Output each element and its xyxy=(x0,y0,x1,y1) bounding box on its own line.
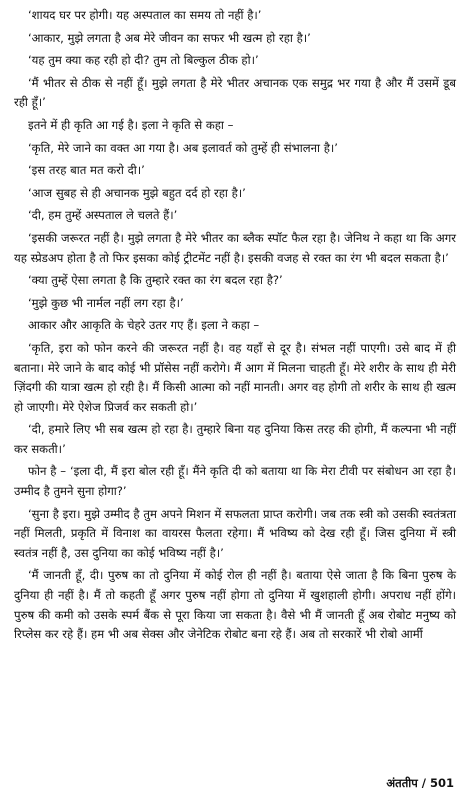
paragraph: इतने में ही कृति आ गई है। इला ने कृति से कहा – xyxy=(28,117,234,132)
page-text-body xyxy=(14,6,456,645)
paragraph: ‘क्या तुम्हें ऐसा लगता है कि तुम्हारे रक्त का रंग बदल रहा है?’ xyxy=(28,273,283,288)
paragraph: ‘आज सुबह से ही अचानक मुझे बहुत दर्द हो रहा है।’ xyxy=(28,185,246,200)
paragraph: ‘दी, हमारे लिए भी सब खत्म हो रहा है। तुम्हारे बिना यह दुनिया किस तरह की होगी, मैं कल्पना भी नहीं कर सकती।’ xyxy=(14,422,456,456)
paragraph: ‘मैं भीतर से ठीक से नहीं हूँ। मुझे लगता है मेरे भीतर अचानक एक समुद्र भर गया है और मैं उसमें डूब रही हूँ।’ xyxy=(14,75,456,110)
paragraph: फोन है – ‘इला दी, मैं इरा बोल रही हूँ। मैंने कृति दी को बताया था कि मेरा टीवी पर संबोधन आ रहा है। उम्मीद है तुमने सुना होगा?’ xyxy=(14,464,456,499)
page-footer: अंततीप / 501 xyxy=(386,776,454,790)
paragraph: ‘कृति, इरा को फोन करने की जरूरत नहीं है। वह यहाँ से दूर है। संभल नहीं पाएगी। उसे बाद में ही बताना। मेरे जाने के बाद कोई भी प्रॉसेस नहीं करोगे। मैं आग में मिलना चाहती हूँ। मेरे शरीर के साथ ही मेरी ज़िंदगी की यात्रा खत्म हो रही है। मैं किसी आत्मा को नहीं मानती। अगर वह होगी तो शरीर के साथ ही खत्म हो जाएगी। मेरे ऐशेज प्रिजर्व कर सकती हो।’ xyxy=(14,340,456,414)
paragraph: ‘मैं जानती हूँ, दी। पुरुष का तो दुनिया में कोई रोल ही नहीं है। बताया ऐसे जाता है कि बिना पुरुष के दुनिया ही नहीं है। मैं तो कहती हूँ अगर पुरुष नहीं होगा तो दुनिया में खुशहाली होगी। अपराध नहीं होंगे। पुरुष की कमी को उसके स्पर्म बैंक से पूरा किया जा सकता है। वैसे भी मैं जानती हूँ अब रोबोट मनुष्य को रिप्लेस कर रहे हैं। हम भी अब सेक्स और जेनेटिक रोबोट बना रहे हैं। अब तो सरकारें भी रोबो आर्मी xyxy=(14,568,456,642)
paragraph: ‘इस तरह बात मत करो दी।’ xyxy=(28,163,145,178)
paragraph: ‘शायद घर पर होगी। यह अस्पताल का समय तो नहीं है।’ xyxy=(28,8,262,22)
paragraph: ‘इसकी जरूरत नहीं है। मुझे लगता है मेरे भीतर का ब्लैक स्पॉट फैल रहा है। जेनिथ ने कहा था कि अगर यह स्प्रेडअप होता है तो फिर इसका कोई ट्रीटमेंट नहीं है। इसकी वजह से रक्त का रंग भी बदल सकता है।’ xyxy=(14,230,456,265)
paragraph: ‘मुझे कुछ भी नार्मल नहीं लग रहा है।’ xyxy=(28,295,184,310)
paragraph: ‘कृति, मेरे जाने का वक्त आ गया है। अब इलावर्त को तुम्हें ही संभालना है।’ xyxy=(28,140,338,155)
paragraph: ‘दी, हम तुम्हें अस्पताल ले चलते हैं।’ xyxy=(28,208,178,223)
paragraph: ‘यह तुम क्या कह रही हो दी? तुम तो बिल्कुल ठीक हो।’ xyxy=(28,53,259,68)
paragraph: ‘आकार, मुझे लगता है अब मेरे जीवन का सफर भी खत्म हो रहा है।’ xyxy=(28,30,311,45)
paragraph: ‘सुना है इरा। मुझे उम्मीद है तुम अपने मिशन में सफलता प्राप्त करोगी। जब तक स्त्री को उसकी स्वतंत्रता नहीं मिलती, प्रकृति में विनाश का वायरस फैलता रहेगा। मैं भविष्य को देख रही हूँ। जिस दुनिया में स्त्री स्वतंत्र नहीं है, उस दुनिया का कोई भविष्य नहीं है।’ xyxy=(14,506,456,560)
paragraph: आकार और आकृति के चेहरे उतर गए हैं। इला ने कहा – xyxy=(28,318,260,333)
